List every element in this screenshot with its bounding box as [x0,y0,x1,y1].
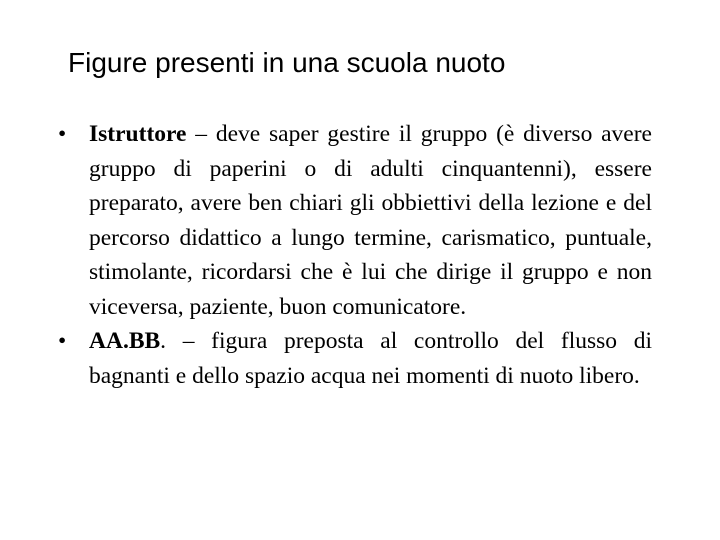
bullet-term: AA.BB [89,328,161,354]
slide-title: Figure presenti in una scuola nuoto [68,47,506,78]
bullet-icon: • [58,121,67,147]
bullet-item-aabb [58,324,652,393]
bullet-term: Istruttore [89,121,187,147]
bullet-list [58,117,652,393]
bullet-icon: • [58,328,67,354]
bullet-text: – deve saper gestire il gruppo (è diverso avere gruppo di paperini o di adulti cinquantenni), essere preparato, avere ben chiari gli obbiettivi della lezione e del percorso didattico a lungo termine, carismatico, puntuale, stimolante, ricordarsi che è lui che dirige il gruppo e non viceversa, paziente, buon comunicatore. [89,121,652,320]
bullet-text: . – figura preposta al controllo del flusso di bagnanti e dello spazio acqua nei momenti di nuoto libero. [89,328,652,389]
bullet-item-istruttore [58,117,652,324]
